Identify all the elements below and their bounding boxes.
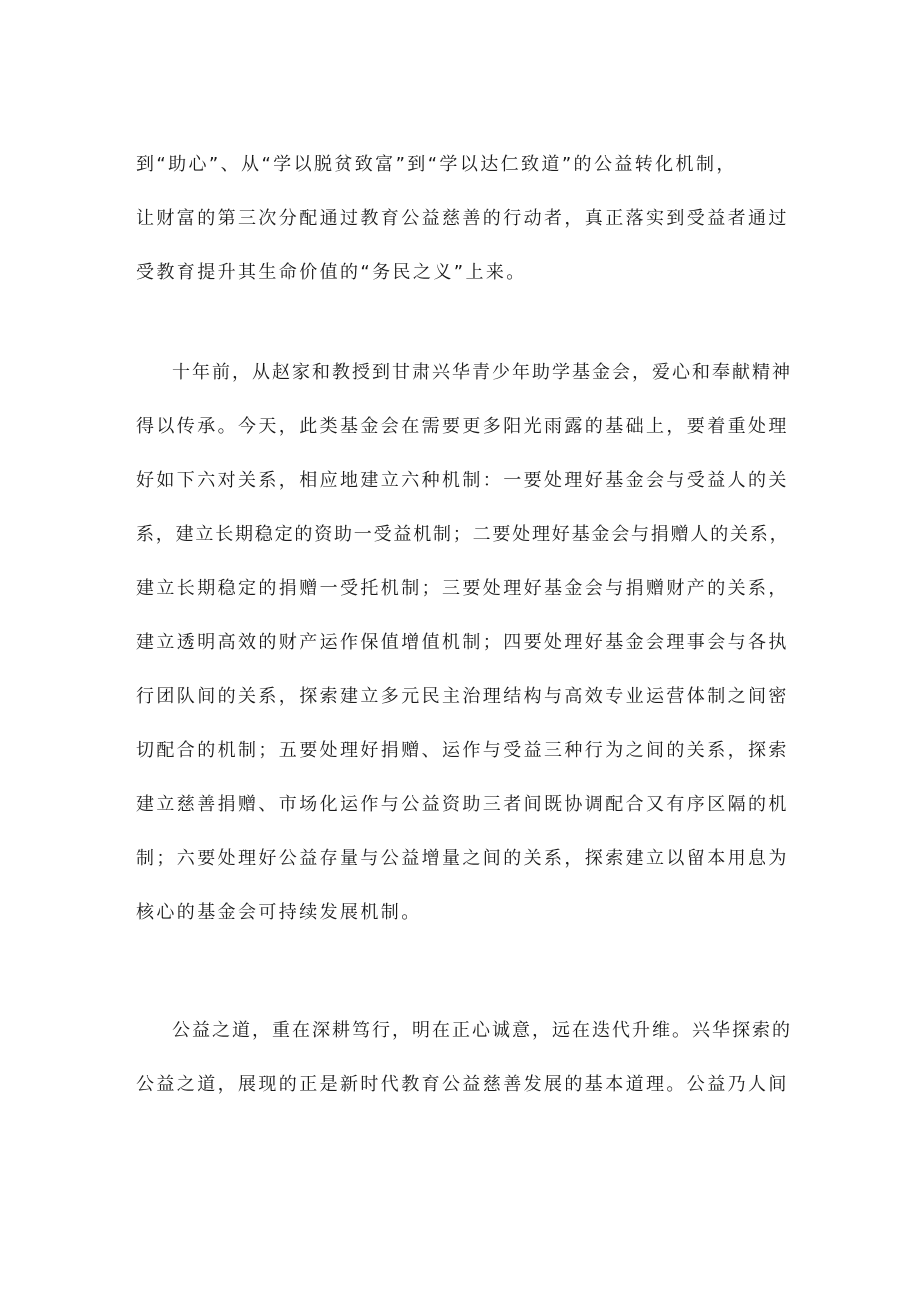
text-line: 建立透明高效的财产运作保值增值机制；四要处理好基金会理事会与各执 [136,632,789,653]
text-line: 公益之道，重在深耕笃行，明在正心诚意，远在迭代升维。兴华探索的 [172,1020,792,1041]
text-line: 制；六要处理好公益存量与公益增量之间的关系，探索建立以留本用息为 [136,848,789,869]
text-line: 系，建立长期稳定的资助一受益机制；二要处理好基金会与捐赠人的关系， [136,524,790,545]
text-line: 得以传承。今天，此类基金会在需要更多阳光雨露的基础上，要着重处理 [136,416,789,437]
paragraph-3 [136,1004,792,1112]
text-line: 让财富的第三次分配通过教育公益慈善的行动者，真正落实到受益者通过 [136,208,789,229]
text-line: 切配合的机制；五要处理好捐赠、运作与受益三种行为之间的关系，探索 [136,740,789,761]
text-line: 十年前，从赵家和教授到甘肃兴华青少年助学基金会，爱心和奉献精神 [172,362,792,383]
paragraph-2 [136,346,792,940]
text-line: 公益之道，展现的正是新时代教育公益慈善发展的基本道理。公益乃人间 [136,1074,789,1095]
text-line: 受教育提升其生命价值的“务民之义”上来。 [136,262,527,283]
paragraph-1 [136,138,792,300]
text-line: 行团队间的关系，探索建立多元民主治理结构与高效专业运营体制之间密 [136,686,789,707]
text-line: 建立慈善捐赠、市场化运作与公益资助三者间既协调配合又有序区隔的机 [136,794,789,815]
text-line: 建立长期稳定的捐赠一受托机制；三要处理好基金会与捐赠财产的关系， [136,578,789,599]
text-line: 好如下六对关系，相应地建立六种机制：一要处理好基金会与受益人的关 [136,470,789,491]
text-line: 到“助心”、从“学以脱贫致富”到“学以达仁致道”的公益转化机制， [136,154,737,175]
text-line: 核心的基金会可持续发展机制。 [136,902,422,923]
